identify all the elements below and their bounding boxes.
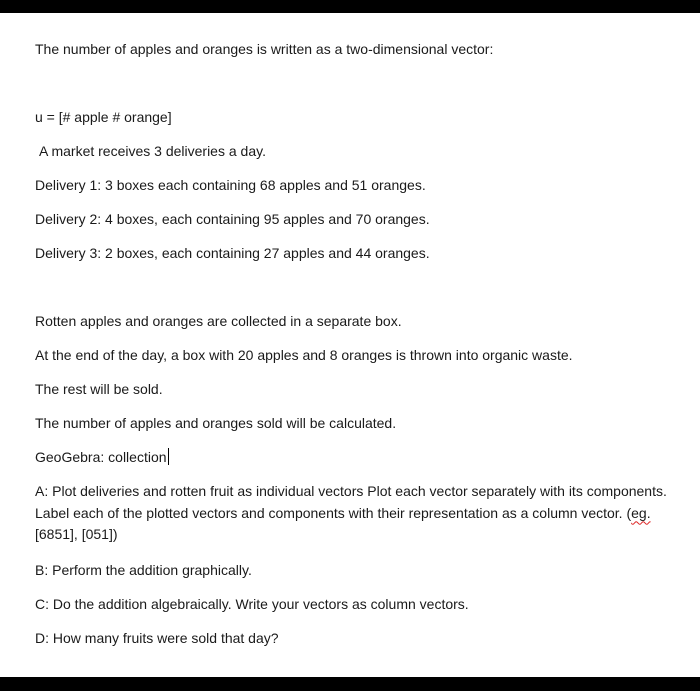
intro-text: The number of apples and oranges is written as a two-dimensional vector: (35, 41, 494, 57)
task-d-text: D: How many fruits were sold that day? (35, 630, 279, 646)
rotten-text: Rotten apples and oranges are collected in a separate box. (35, 313, 402, 329)
geogebra-text: GeoGebra: collection (35, 449, 167, 465)
task-b-text: B: Perform the addition graphically. (35, 562, 252, 578)
delivery-1-text: Delivery 1: 3 boxes each containing 68 apples and 51 oranges. (35, 177, 426, 193)
rest-text: The rest will be sold. (35, 381, 163, 397)
task-a-part2: [6851], [051]) (35, 526, 118, 542)
spellcheck-word: eg. (631, 504, 651, 521)
task-c-text: C: Do the addition algebraically. Write your vectors as column vectors. (35, 596, 469, 612)
top-black-bar (0, 0, 700, 13)
task-a-text (35, 481, 675, 546)
geogebra-line[interactable] (35, 447, 169, 467)
waste-text: At the end of the day, a box with 20 apples and 8 oranges is thrown into organic waste. (35, 347, 573, 363)
delivery-2-text: Delivery 2: 4 boxes, each containing 95 apples and 70 oranges. (35, 211, 430, 227)
task-a-part1: A: Plot deliveries and rotten fruit as individual vectors Plot each vector separately with its components. Label each of the plotted vectors and components with their representation as a column vector. ( (35, 483, 667, 521)
text-cursor (168, 448, 169, 465)
vector-definition: u = [# apple # orange] (35, 109, 172, 125)
market-text: A market receives 3 deliveries a day. (39, 143, 266, 159)
calc-text: The number of apples and oranges sold will be calculated. (35, 415, 397, 431)
delivery-3-text: Delivery 3: 2 boxes, each containing 27 apples and 44 oranges. (35, 245, 430, 261)
bottom-black-bar (0, 677, 700, 691)
